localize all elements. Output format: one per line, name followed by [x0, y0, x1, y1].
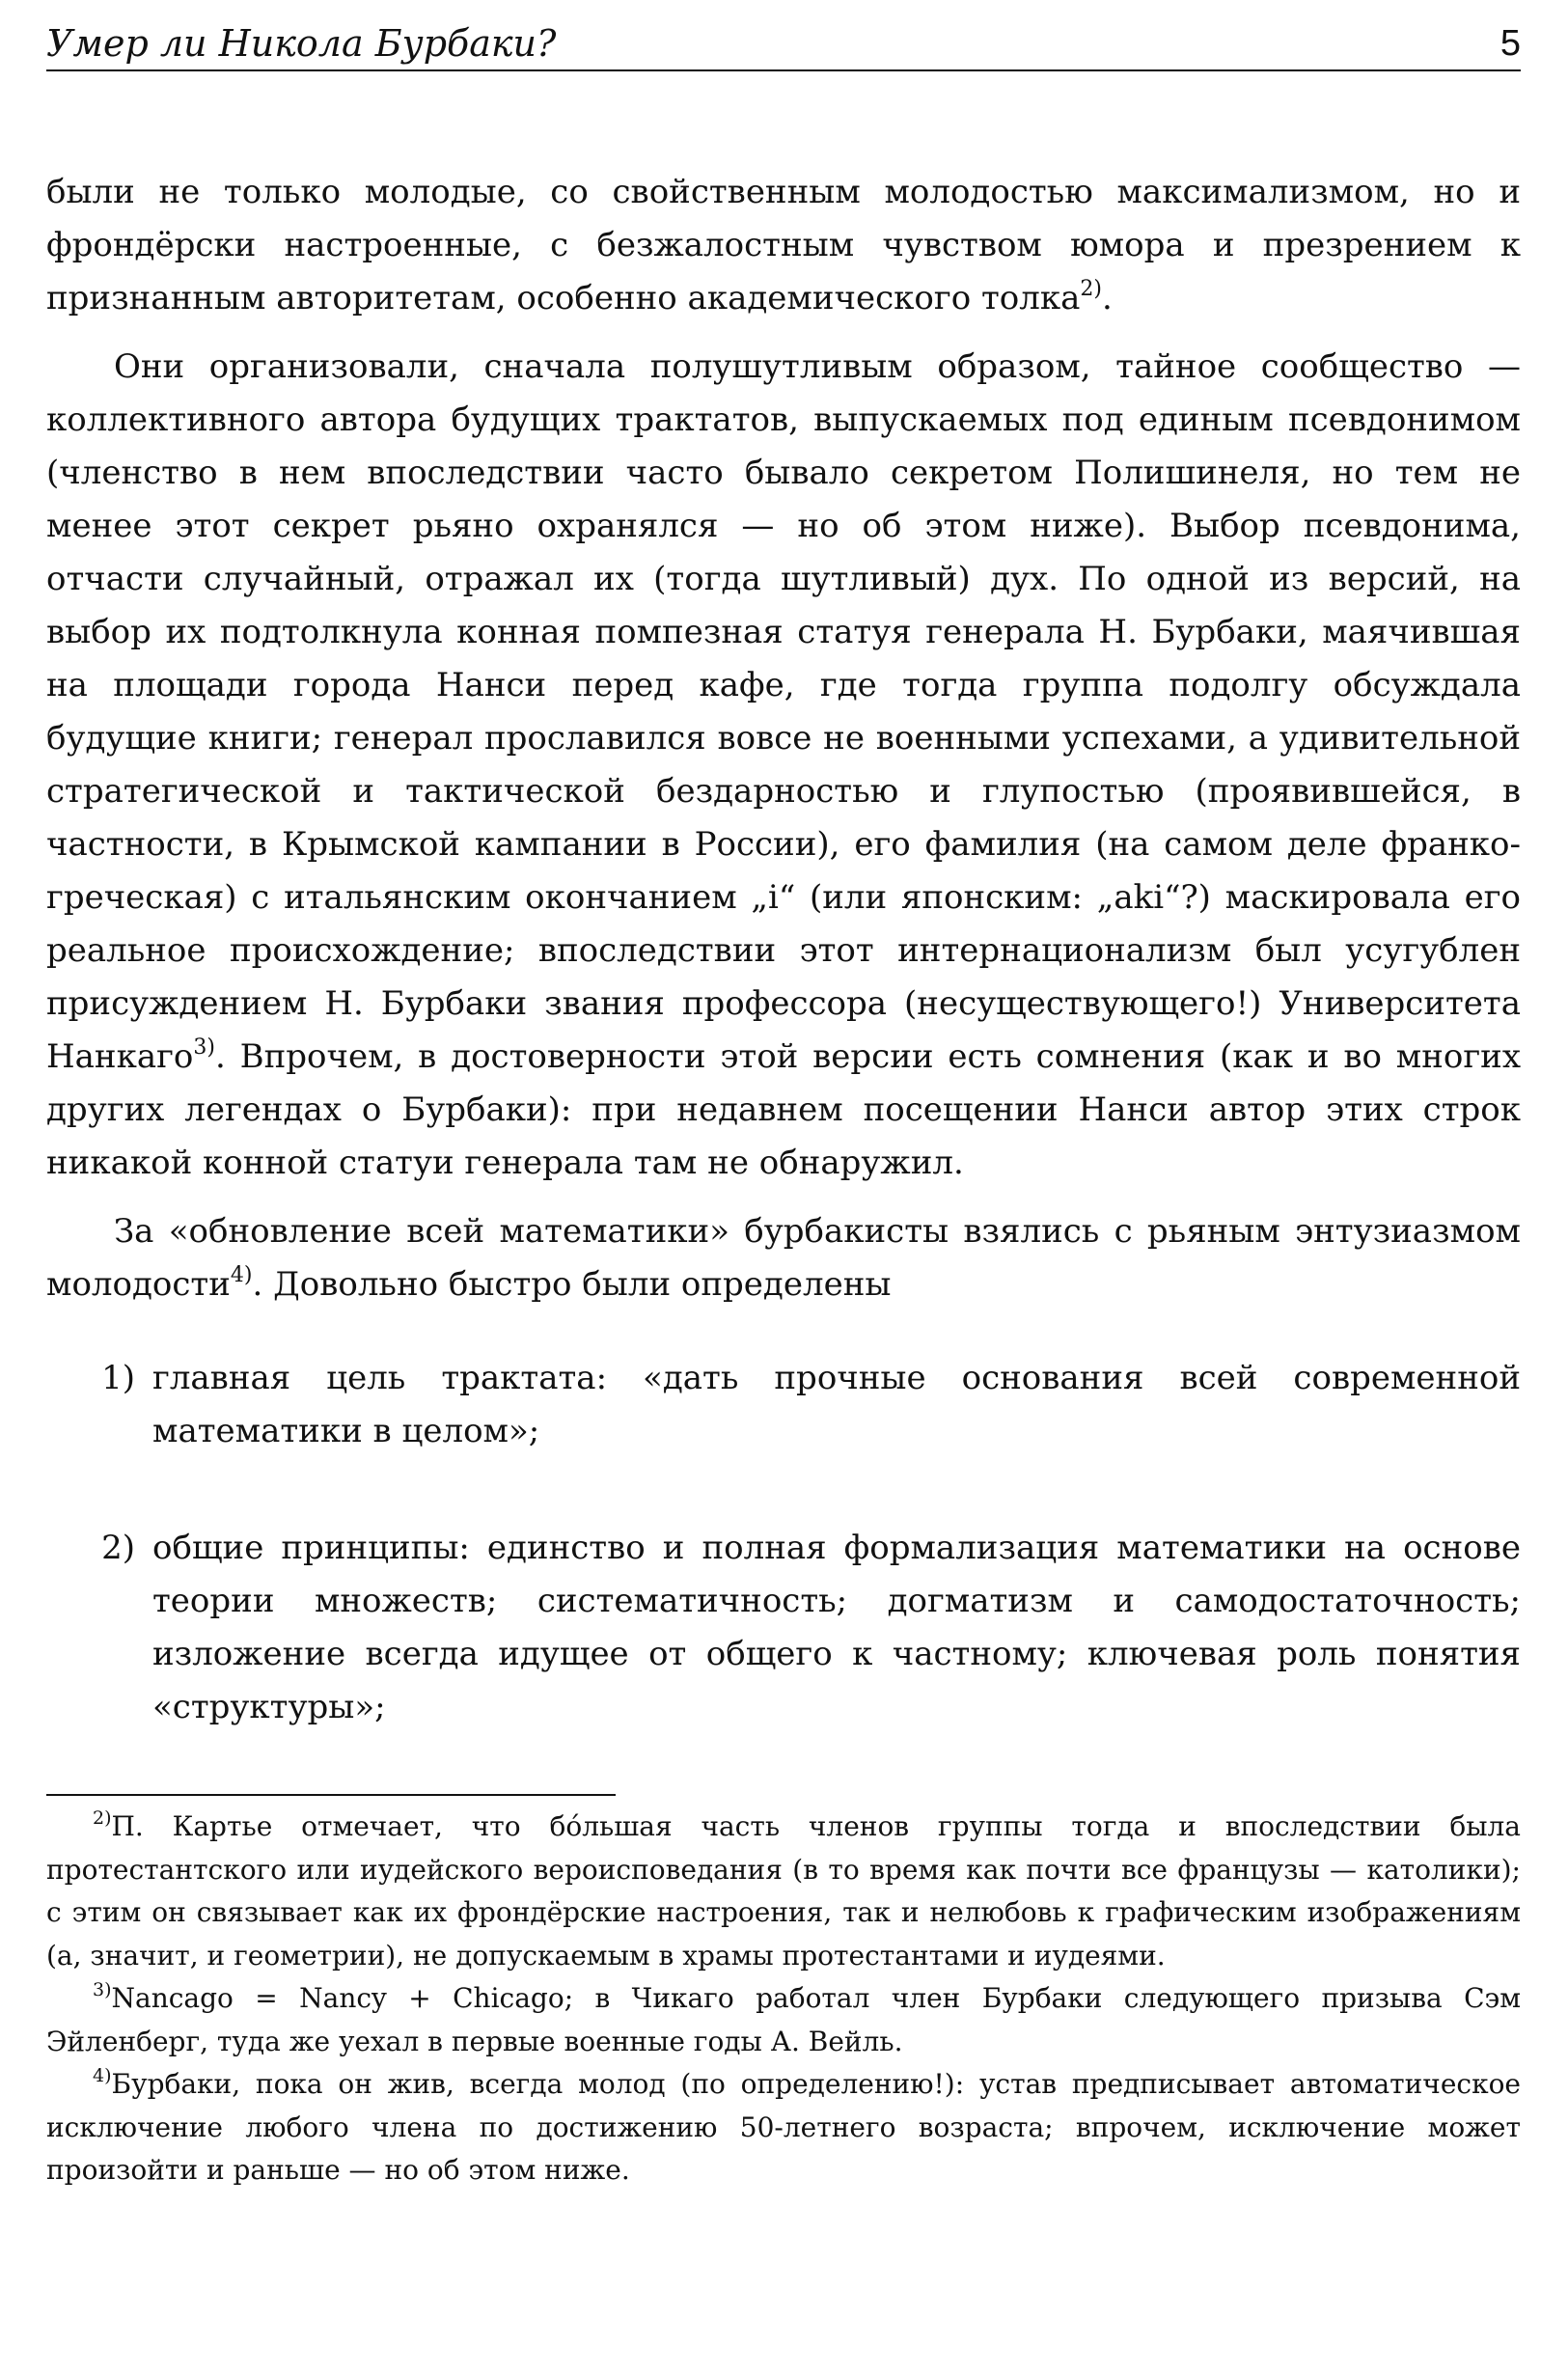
- footnote-2: [46, 1806, 1521, 1977]
- book-page: [46, 19, 1521, 2193]
- paragraph-3: [46, 1205, 1521, 1311]
- footnote-ref-4: 4): [230, 1263, 253, 1287]
- footnote-ref-2: 2): [1080, 277, 1102, 301]
- footnote-text: Nancago = Nancy + Chicago; в Чикаго работал член Бурбаки следующего призыва Сэм Эйленберг, туда же уехал в первые военные годы А. Вейль.: [46, 1982, 1521, 2057]
- list-item-text: главная цель трактата: «дать прочные основания всей современной математики в целом»;: [152, 1359, 1521, 1450]
- paragraph-2-text-b: . Впрочем, в достоверности этой версии есть сомнения (как и во многих других легендах о Бурбаки): при недавнем посещении Нанси автор этих строк никакой конной статуи генерала там не обнаружил.: [46, 1037, 1521, 1182]
- list-item-text: общие принципы: единство и полная формализация математики на основе теории множеств; систематичность; догматизм и самодостаточность; изложение всегда идущее от общего к частному; ключевая роль понятия «структуры»;: [152, 1529, 1521, 1726]
- footnote-mark: 2): [93, 1807, 112, 1829]
- list-item-number: 2): [101, 1529, 135, 1567]
- list-item: [46, 1352, 1521, 1458]
- footnote-3: [46, 1977, 1521, 2063]
- footnote-4: [46, 2063, 1521, 2193]
- footnote-mark: 3): [93, 1979, 112, 2000]
- paragraph-3-text-b: . Довольно быстро были определены: [252, 1265, 892, 1304]
- footnote-mark: 4): [93, 2065, 112, 2086]
- list-item-number: 1): [101, 1359, 135, 1397]
- paragraph-1: [46, 166, 1521, 325]
- paragraph-1-text: были не только молодые, со свойственным молодостью максимализмом, но и фрондёрски настроенные, с безжалостным чувством юмора и презрением к признанным авторитетам, особенно академического толка: [46, 173, 1521, 317]
- running-title: Умер ли Никола Бурбаки?: [46, 22, 557, 65]
- paragraph-2: [46, 341, 1521, 1190]
- paragraph-2-text-a: Они организовали, сначала полушутливым образом, тайное сообщество — коллективного автора будущих трактатов, выпускаемых под единым псевдонимом (членство в нем впоследствии часто бывало секретом Полишинеля, но тем не менее этот секрет рьяно охранялся — но об этом ниже). Выбор псевдонима, отчасти случайный, отражал их (тогда шутливый) дух. По одной из версий, на выбор их подтолкнула конная помпезная статуя генерала Н. Бурбаки, маячившая на площади города Нанси перед кафе, где тогда группа подолгу обсуждала будущие книги; генерал прославился вовсе не военными успехами, а удивительной стратегической и тактической бездарностью и глупостью (проявившейся, в частности, в Крымской кампании в России), его фамилия (на самом деле франко-греческая) с итальянским окончанием „i“ (или японским: „aki“?) маскировала его реальное происхождение; впоследствии этот интернационализм был усугублен присуждением Н. Бурбаки звания профессора (несуществующего!) Университета Нанкаго: [46, 347, 1521, 1076]
- footnote-ref-3: 3): [193, 1035, 215, 1060]
- paragraph-3-text-a: За «обновление всей математики» бурбакисты взялись с рьяным энтузиазмом молодости: [46, 1212, 1521, 1304]
- main-text: [46, 166, 1521, 1311]
- footnotes: [46, 1806, 1521, 2193]
- list-item: [46, 1522, 1521, 1734]
- footnote-text: П. Картье отмечает, что бóльшая часть членов группы тогда и впоследствии была протестантского или иудейского вероисповедания (в то время как почти все французы — католики); с этим он связывает как их фрондёрские настроения, так и нелюбовь к графическим изображениям (а, значит, и геометрии), не допускаемым в храмы протестантами и иудеями.: [46, 1810, 1521, 1972]
- page-header: [46, 19, 1521, 71]
- paragraph-1-end: .: [1101, 279, 1113, 317]
- footnote-separator: [46, 1794, 616, 1796]
- enumeration-list: [46, 1352, 1521, 1734]
- page-number: 5: [1499, 23, 1521, 64]
- footnote-text: Бурбаки, пока он жив, всегда молод (по определению!): устав предписывает автоматическое исключение любого члена по достижению 50-летнего возраста; впрочем, исключение может произойти и раньше — но об этом ниже.: [46, 2068, 1521, 2186]
